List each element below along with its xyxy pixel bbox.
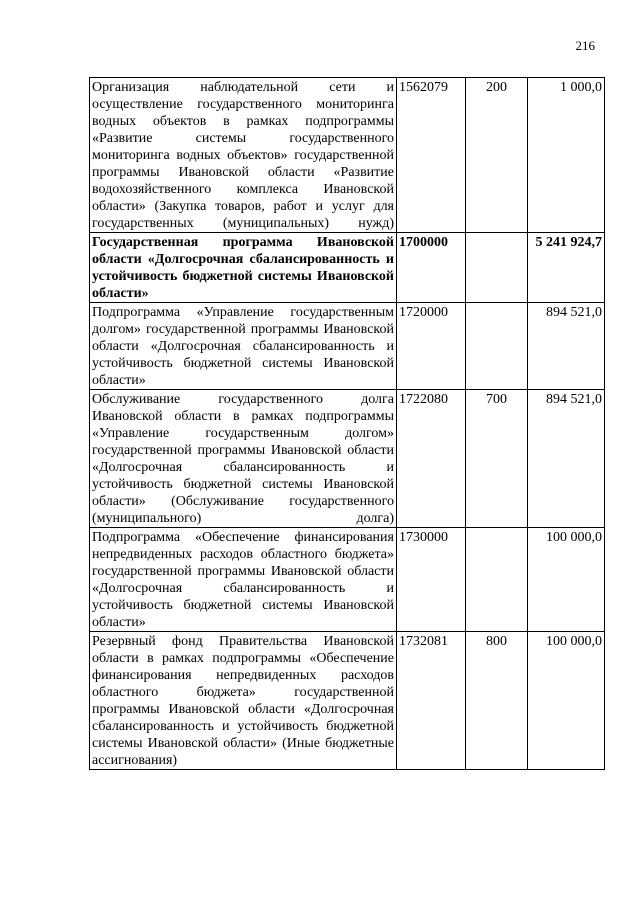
- row-expense-type-cell: 200: [466, 78, 528, 233]
- table-row: [90, 303, 605, 390]
- table-row: [90, 78, 605, 233]
- budget-table-body: [90, 78, 605, 770]
- row-name-cell: Подпрограмма «Управление государственным долгом» государственной программы Ивановской области «Долгосрочная сбалансированность и устойчивость бюджетной системы Ивановской области»: [90, 303, 397, 390]
- row-code-cell: 1720000: [397, 303, 466, 390]
- row-code-cell: 1562079: [397, 78, 466, 233]
- row-name-cell: Подпрограмма «Обеспечение финансирования непредвиденных расходов областного бюджета» государственной программы Ивановской области «Долгосрочная сбалансированность и устойчивость бюджетной системы Ивановской области»: [90, 528, 397, 632]
- row-code-cell: 1732081: [397, 632, 466, 770]
- row-amount-cell: 100 000,0: [528, 528, 605, 632]
- row-name-cell: Обслуживание государственного долга Ивановской области в рамках подпрограммы «Управление государственным долгом» государственной программы Ивановской области «Долгосрочная сбалансированность и устойчивость бюджетной системы Ивановской области» (Обслуживание государственного (муниципального) долга): [90, 390, 397, 528]
- row-amount-cell: 894 521,0: [528, 390, 605, 528]
- row-code-cell: 1730000: [397, 528, 466, 632]
- row-amount-cell: 5 241 924,7: [528, 233, 605, 303]
- page-number: 216: [575, 38, 595, 53]
- row-expense-type-cell: 700: [466, 390, 528, 528]
- row-name-cell: Резервный фонд Правительства Ивановской области в рамках подпрограммы «Обеспечение финансирования непредвиденных расходов областного бюджета» государственной программы Ивановской области «Долгосрочная сбалансированность и устойчивость бюджетной системы Ивановской области» (Иные бюджетные ассигнования): [90, 632, 397, 770]
- row-expense-type-cell: [466, 233, 528, 303]
- row-amount-cell: 894 521,0: [528, 303, 605, 390]
- row-code-cell: 1722080: [397, 390, 466, 528]
- table-row: [90, 233, 605, 303]
- row-expense-type-cell: 800: [466, 632, 528, 770]
- row-code-cell: 1700000: [397, 233, 466, 303]
- row-expense-type-cell: [466, 528, 528, 632]
- budget-table: [89, 77, 605, 770]
- row-amount-cell: 1 000,0: [528, 78, 605, 233]
- table-row: [90, 528, 605, 632]
- row-expense-type-cell: [466, 303, 528, 390]
- row-amount-cell: 100 000,0: [528, 632, 605, 770]
- row-name-cell: Государственная программа Ивановской области «Долгосрочная сбалансированность и устойчивость бюджетной системы Ивановской области»: [90, 233, 397, 303]
- table-row: [90, 632, 605, 770]
- row-name-cell: Организация наблюдательной сети и осуществление государственного мониторинга водных объектов в рамках подпрограммы «Развитие системы государственного мониторинга водных объектов» государственной программы Ивановской области «Развитие водохозяйственного комплекса Ивановской области» (Закупка товаров, работ и услуг для государственных (муниципальных) нужд): [90, 78, 397, 233]
- table-row: [90, 390, 605, 528]
